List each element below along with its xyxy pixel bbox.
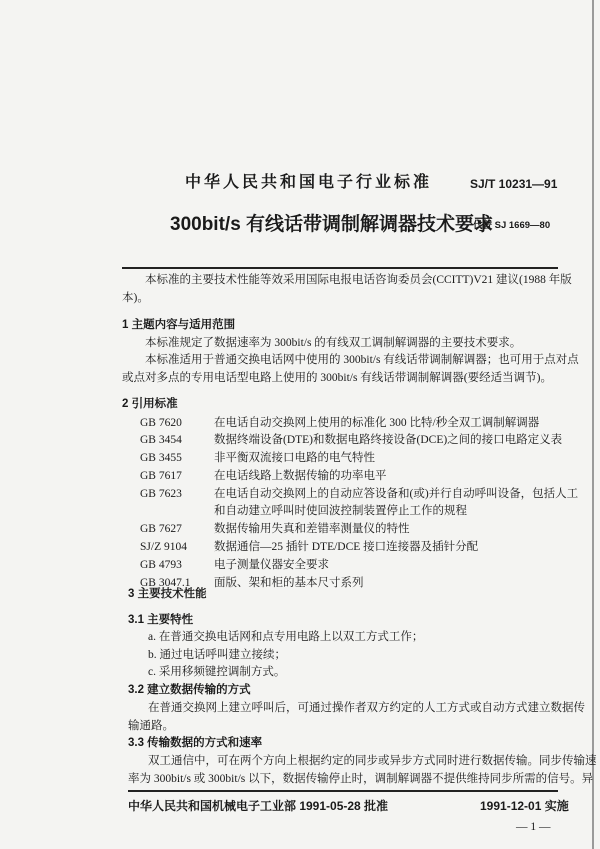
footer-rule <box>128 790 558 792</box>
section-1-heading: 1 主题内容与适用范围 <box>122 319 236 331</box>
intro-line-1: 本标准的主要技术性能等效采用国际电报电话咨询委员会(CCITT)V21 建议(1988 年版 <box>145 274 572 286</box>
effective-date: 1991-12-01 实施 <box>480 799 569 813</box>
reference-code: GB 3455 <box>140 452 182 464</box>
section-3-2-heading: 3.2 建立数据传输的方式 <box>128 684 251 696</box>
org-standard-heading: 中华人民共和国电子行业标准 <box>185 174 433 191</box>
section-3-2-line: 在普通交换网上建立呼叫后，可通过操作者双方约定的人工方式或自动方式建立数据传 <box>148 702 585 714</box>
section-1-line: 本标准规定了数据速率为 300bit/s 的有线双工调制解调器的主要技术要求。 <box>145 337 522 349</box>
reference-title: 面版、架和柜的基本尺寸系列 <box>214 577 364 589</box>
document-title: 300bit/s 有线话带调制解调器技术要求 <box>170 214 494 235</box>
reference-title: 数据终端设备(DTE)和数据电路终接设备(DCE)之间的接口电路定义表 <box>214 434 563 446</box>
standard-code: SJ/T 10231—91 <box>470 177 558 191</box>
section-2-heading: 2 引用标准 <box>122 398 178 410</box>
intro-line-2: 本)。 <box>122 292 149 304</box>
page-number: — 1 — <box>516 821 551 833</box>
section-3-heading: 3 主要技术性能 <box>128 588 207 600</box>
section-3-2-line: 输通路。 <box>128 720 174 732</box>
reference-title: 在电话线路上数据传输的功率电平 <box>214 470 387 482</box>
section-3-3-line: 率为 300bit/s 或 300bit/s 以下，数据传输停止时，调制解调器不提供维持同步所需的信号。异 <box>128 773 594 785</box>
feature-item: a. 在普通交换电话网和点专用电路上以双工方式工作； <box>148 631 424 643</box>
reference-code: GB 4793 <box>140 559 182 571</box>
feature-item: b. 通过电话呼叫建立接续； <box>148 649 286 661</box>
reference-code: GB 7627 <box>140 523 182 535</box>
section-1-line: 或点对多点的专用电话型电路上使用的 300bit/s 有线话带调制解调器(要经适当调节)。 <box>122 372 552 384</box>
reference-code: GB 7623 <box>140 488 182 500</box>
section-3-3-line: 双工通信中，可在两个方向上根据约定的同步或异步方式同时进行数据传输。同步传输速 <box>148 755 597 767</box>
section-3-1-heading: 3.1 主要特性 <box>128 614 194 626</box>
reference-code: SJ/Z 9104 <box>140 541 187 553</box>
header-rule <box>122 267 558 269</box>
section-3-3-heading: 3.3 传输数据的方式和速率 <box>128 737 263 749</box>
reference-title: 电子测量仪器安全要求 <box>214 559 329 571</box>
reference-title: 数据传输用失真和差错率测量仪的特性 <box>214 523 410 535</box>
feature-item: c. 采用移频键控调制方式。 <box>148 666 286 678</box>
reference-title: 在电话自动交换网上的自动应答设备和(或)并行自动呼叫设备，包括人工 <box>214 488 579 500</box>
reference-code: GB 3454 <box>140 434 182 446</box>
reference-code: GB 7617 <box>140 470 182 482</box>
reference-title: 和自动建立呼叫时使回波控制装置停止工作的规程 <box>214 505 467 517</box>
replaces-code: 代替 SJ 1669—80 <box>473 220 551 231</box>
reference-code: GB 7620 <box>140 417 182 429</box>
scan-edge <box>592 0 594 849</box>
reference-title: 数据通信—25 插针 DTE/DCE 接口连接器及插针分配 <box>214 541 479 553</box>
section-1-line: 本标准适用于普通交换电话网中使用的 300bit/s 有线话带调制解调器；也可用于点对点 <box>145 354 579 366</box>
reference-code: GB 3047.1 <box>140 577 191 589</box>
reference-title: 非平衡双流接口电路的电气特性 <box>214 452 375 464</box>
reference-title: 在电话自动交换网上使用的标准化 300 比特/秒全双工调制解调器 <box>214 417 540 429</box>
approval-line: 中华人民共和国机械电子工业部 1991-05-28 批准 <box>128 799 389 813</box>
